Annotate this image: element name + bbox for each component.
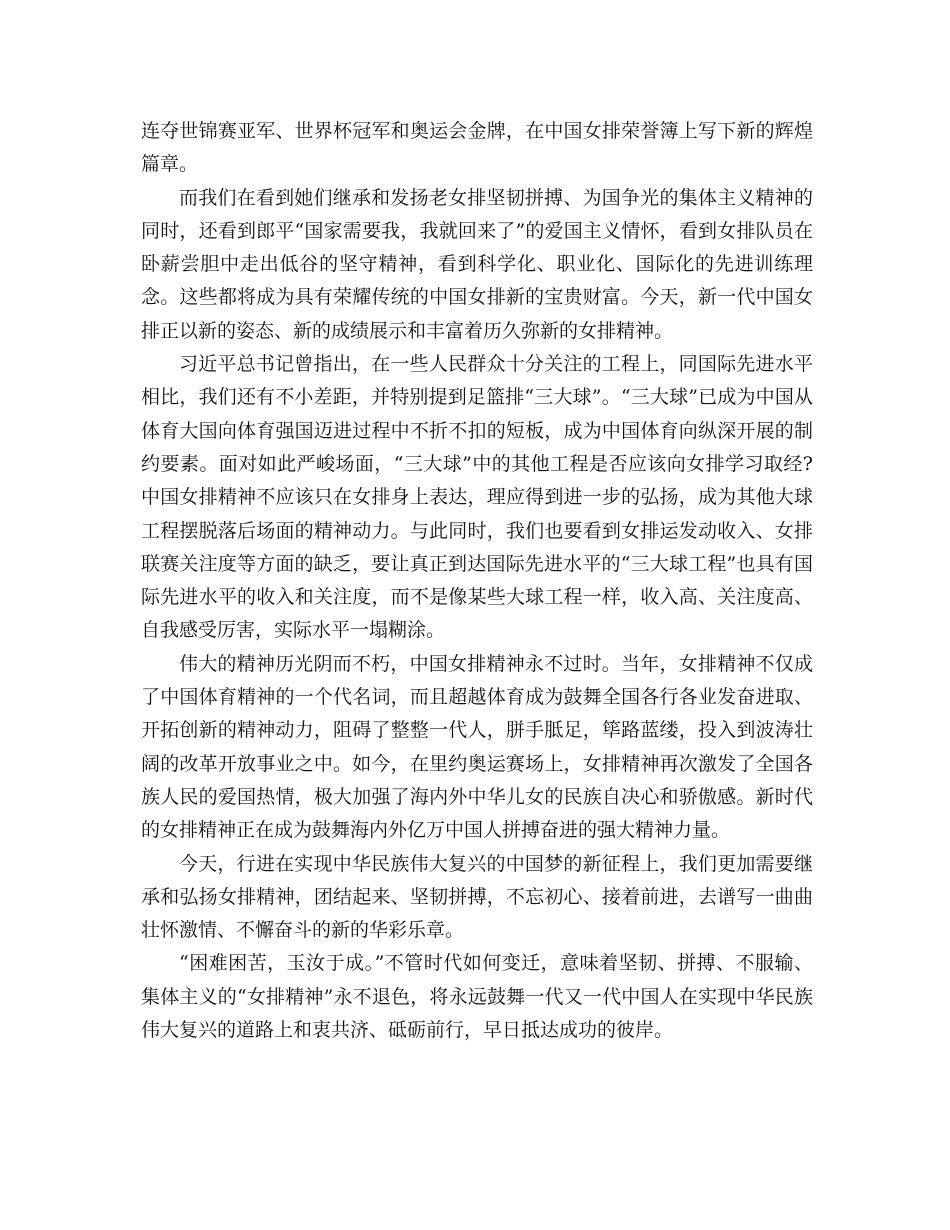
paragraph: 伟大的精神历光阴而不朽，中国女排精神永不过时。当年，女排精神不仅成了中国体育精神的一个代名词，而且超越体育成为鼓舞全国各行各业发奋进取、开拓创新的精神动力，阻碍了整整一代人，胼手胝足，筚路蓝缕，投入到波涛壮阔的改革开放事业之中。如今，在里约奥运赛场上，女排精神再次激发了全国各族人民的爱国热情，极大加强了海内外中华儿女的民族自决心和骄傲感。新时代的女排精神正在成为鼓舞海内外亿万中国人拼搏奋进的强大精神力量。: [141, 652, 813, 842]
paragraph: “困难困苦，玉汝于成。”不管时代如何变迁，意味着坚韧、拼搏、不服输、集体主义的“女排精神”永不退色，将永远鼓舞一代又一代中国人在实现中华民族伟大复兴的道路上和衷共济、砥砺前行，早日抵达成功的彼岸。: [141, 952, 813, 1042]
paragraph: 而我们在看到她们继承和发扬老女排坚韧拼搏、为国争光的集体主义精神的同时，还看到郎平“国家需要我，我就回来了”的爱国主义情怀，看到女排队员在卧薪尝胆中走出低谷的坚守精神，看到科学化、职业化、国际化的先进训练理念。这些都将成为具有荣耀传统的中国女排新的宝贵财富。今天，新一代中国女排正以新的姿态、新的成绩展示和丰富着历久弥新的女排精神。: [141, 186, 813, 342]
paragraph: 习近平总书记曾指出，在一些人民群众十分关注的工程上，同国际先进水平相比，我们还有不小差距，并特别提到足篮排“三大球”。“三大球”已成为中国从体育大国向体育强国迈进过程中不折不扣的短板，成为中国体育向纵深开展的制约要素。面对如此严峻场面，“三大球”中的其他工程是否应该向女排学习取经?中国女排精神不应该只在女排身上表达，理应得到进一步的弘扬，成为其他大球工程摆脱落后场面的精神动力。与此同时，我们也要看到女排运发动收入、女排联赛关注度等方面的缺乏，要让真正到达国际先进水平的“三大球工程”也具有国际先进水平的收入和关注度，而不是像某些大球工程一样，收入高、关注度高、自我感受厉害，实际水平一塌糊涂。: [141, 353, 813, 642]
document-body: [141, 115, 813, 1047]
paragraph-continuation: 连夺世锦赛亚军、世界杯冠军和奥运会金牌，在中国女排荣誉簿上写下新的辉煌篇章。: [141, 120, 813, 176]
paragraph: 今天，行进在实现中华民族伟大复兴的中国梦的新征程上，我们更加需要继承和弘扬女排精神，团结起来、坚韧拼搏，不忘初心、接着前进，去谱写一曲曲壮怀激情、不懈奋斗的新的华彩乐章。: [141, 852, 813, 942]
